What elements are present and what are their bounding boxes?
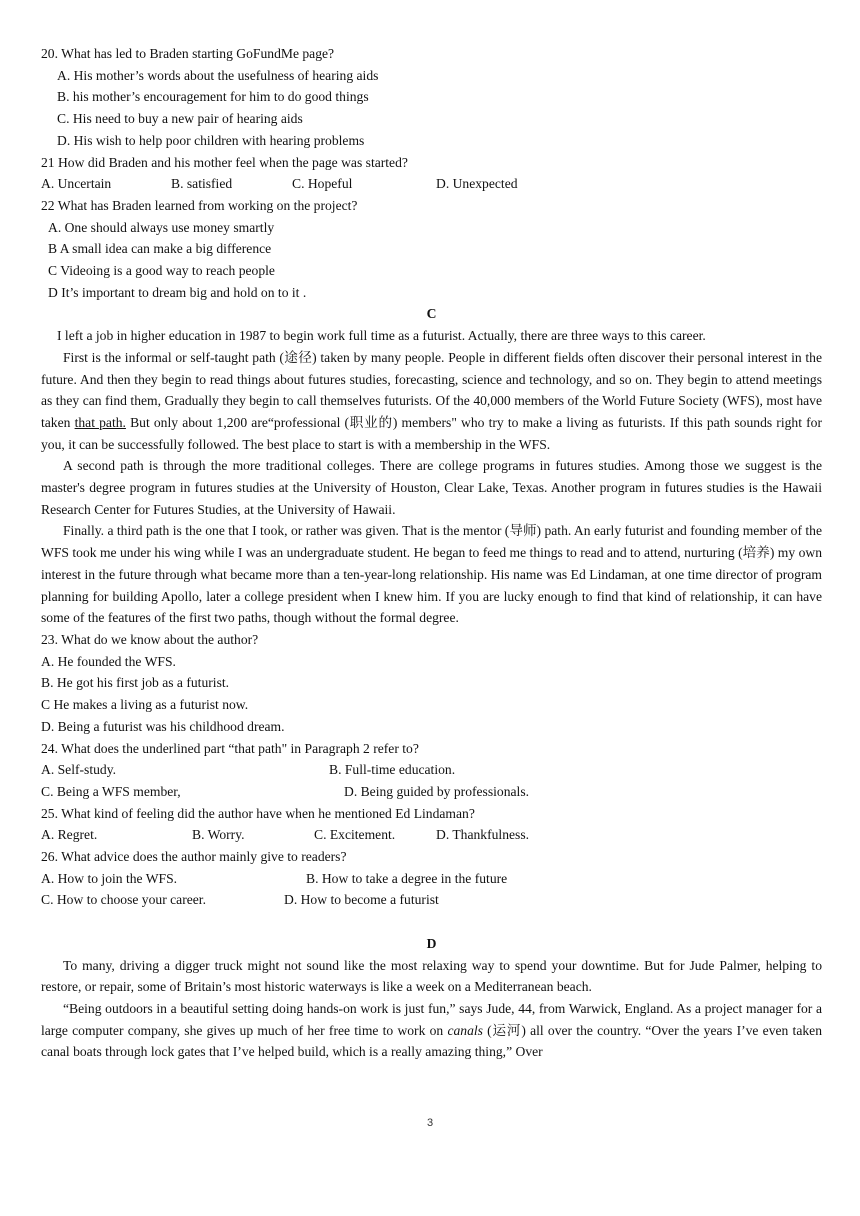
section-c-paragraph-3: A second path is through the more traditional colleges. There are college programs in futures studies. Among those we suggest is the master's degree program in futures studies at the University of Houston, Clear Lake, Texas. Another program in futures studies is the Hawaii Research Center for Futures Studies, at the University of Hawaii. xyxy=(41,458,822,517)
q26-options-row-2 xyxy=(41,889,822,911)
q20-option-c: C. His need to buy a new pair of hearing aids xyxy=(57,111,303,127)
q25-option-d: D. Thankfulness. xyxy=(436,827,530,843)
italic-canals: canals xyxy=(447,1022,483,1038)
question-21-stem: 21 How did Braden and his mother feel when the page was started? xyxy=(41,154,408,170)
q25-option-b: B. Worry. xyxy=(192,827,245,843)
underlined-that-path: that path. xyxy=(74,414,126,430)
q25-option-a: A. Regret. xyxy=(41,827,98,843)
q21-option-c: C. Hopeful xyxy=(292,176,353,192)
page-number: 3 xyxy=(426,1117,434,1129)
q24-option-c: C. Being a WFS member, xyxy=(41,783,181,799)
q23-option-d: D. Being a futurist was his childhood dream. xyxy=(41,718,285,734)
q25-option-c: C. Excitement. xyxy=(314,827,396,843)
q22-option-d: D It’s important to dream big and hold on to it . xyxy=(48,284,307,300)
paragraph-2-text-end: But only about 1,200 are“professional (职业的) members" who try to make a living as futurists. If this path sounds right for you, it can be successfully followed. The best place to start is with a membership in the WFS. xyxy=(41,414,822,452)
q21-option-a: A. Uncertain xyxy=(41,176,112,192)
q24-options-row-2 xyxy=(41,781,822,803)
q24-option-d: D. Being guided by professionals. xyxy=(344,783,530,799)
question-24-stem: 24. What does the underlined part “that path" in Paragraph 2 refer to? xyxy=(41,740,419,756)
q26-option-c: C. How to choose your career. xyxy=(41,892,206,908)
q20-option-b: B. his mother’s encouragement for him to do good things xyxy=(57,89,369,105)
q20-option-a: A. His mother’s words about the usefulness of hearing aids xyxy=(57,67,379,83)
question-23-stem: 23. What do we know about the author? xyxy=(41,631,259,647)
section-d-paragraph-1: To many, driving a digger truck might not sound like the most relaxing way to spend your downtime. But for Jude Palmer, helping to restore, or repair, some of Britain’s most historic waterways is like a week on a Mediterranean beach. xyxy=(41,957,822,995)
q22-option-a: A. One should always use money smartly xyxy=(48,219,275,235)
question-26-stem: 26. What advice does the author mainly give to readers? xyxy=(41,849,347,865)
section-d-paragraph-2 xyxy=(41,998,822,1063)
question-22-stem: 22 What has Braden learned from working on the project? xyxy=(41,197,358,213)
q24-option-a: A. Self-study. xyxy=(41,762,117,778)
q21-option-b: B. satisfied xyxy=(171,176,233,192)
q26-option-d: D. How to become a futurist xyxy=(284,892,439,908)
document-page xyxy=(41,43,822,1063)
q26-options-row-1 xyxy=(41,868,822,890)
q25-options-row xyxy=(41,824,822,846)
paragraph-d2-text-end: (运河) all over the country. “Over the years I’ve even taken canal boats through lock gates that I’ve helped build, which is a really amazing thing,” Over xyxy=(41,1022,822,1060)
section-c-paragraph-4: Finally. a third path is the one that I took, or rather was given. That is the mentor (导师) path. An early futurist and founding member of the WFS took me under his wing while I was an undergraduate student. He began to feed me things to read and to attend, nurturing (培养) my own interest in the future through what became more than a ten-year-long relationship. His name was Ed Lindaman, at one time director of program planning for building Apollo, later a college president when I knew him. If you are lucky enough to find that kind of relationship, it can have some of the features of the first two paths, though without the formal degree. xyxy=(41,523,822,626)
paragraph-2-text-start: First is the informal or self-taught path (途径) taken by many people. People in different fields often discover their personal interest in the future. And then they begin to read things about futures studies, forecasting, science and technology, and so on. They begin to attend meetings as they can find them, Gradually they begin to call themselves futurists. Of the 40,000 members of the World Future Society (WFS), most have taken xyxy=(41,349,822,430)
section-c-paragraph-2 xyxy=(41,347,822,456)
question-20-stem: 20. What has led to Braden starting GoFundMe page? xyxy=(41,46,335,61)
q23-option-a: A. He founded the WFS. xyxy=(41,653,176,669)
q21-option-d: D. Unexpected xyxy=(436,176,518,192)
q22-option-b: B A small idea can make a big difference xyxy=(48,241,272,257)
q24-option-b: B. Full-time education. xyxy=(329,762,456,778)
q23-option-b: B. He got his first job as a futurist. xyxy=(41,675,230,691)
section-c-paragraph-1: I left a job in higher education in 1987 to begin work full time as a futurist. Actually, there are three ways to this career. xyxy=(57,328,706,344)
paragraph-d2-text-start: “Being outdoors in a beautiful setting doing hands-on work is just fun,” says Jude, 44, from Warwick, England. As a project manager for a large computer company, she gives up much of her free time to work on xyxy=(41,1000,822,1038)
q20-option-d: D. His wish to help poor children with hearing problems xyxy=(57,132,365,148)
q22-option-c: C Videoing is a good way to reach people xyxy=(48,263,275,279)
section-c-heading: C xyxy=(426,306,437,322)
section-d-heading: D xyxy=(426,935,437,951)
question-25-stem: 25. What kind of feeling did the author have when he mentioned Ed Lindaman? xyxy=(41,805,475,821)
q21-options-row xyxy=(41,173,822,195)
q23-option-c: C He makes a living as a futurist now. xyxy=(41,697,249,713)
q26-option-a: A. How to join the WFS. xyxy=(41,870,178,886)
q26-option-b: B. How to take a degree in the future xyxy=(306,870,508,886)
q24-options-row-1 xyxy=(41,759,822,781)
spacer xyxy=(41,911,822,933)
